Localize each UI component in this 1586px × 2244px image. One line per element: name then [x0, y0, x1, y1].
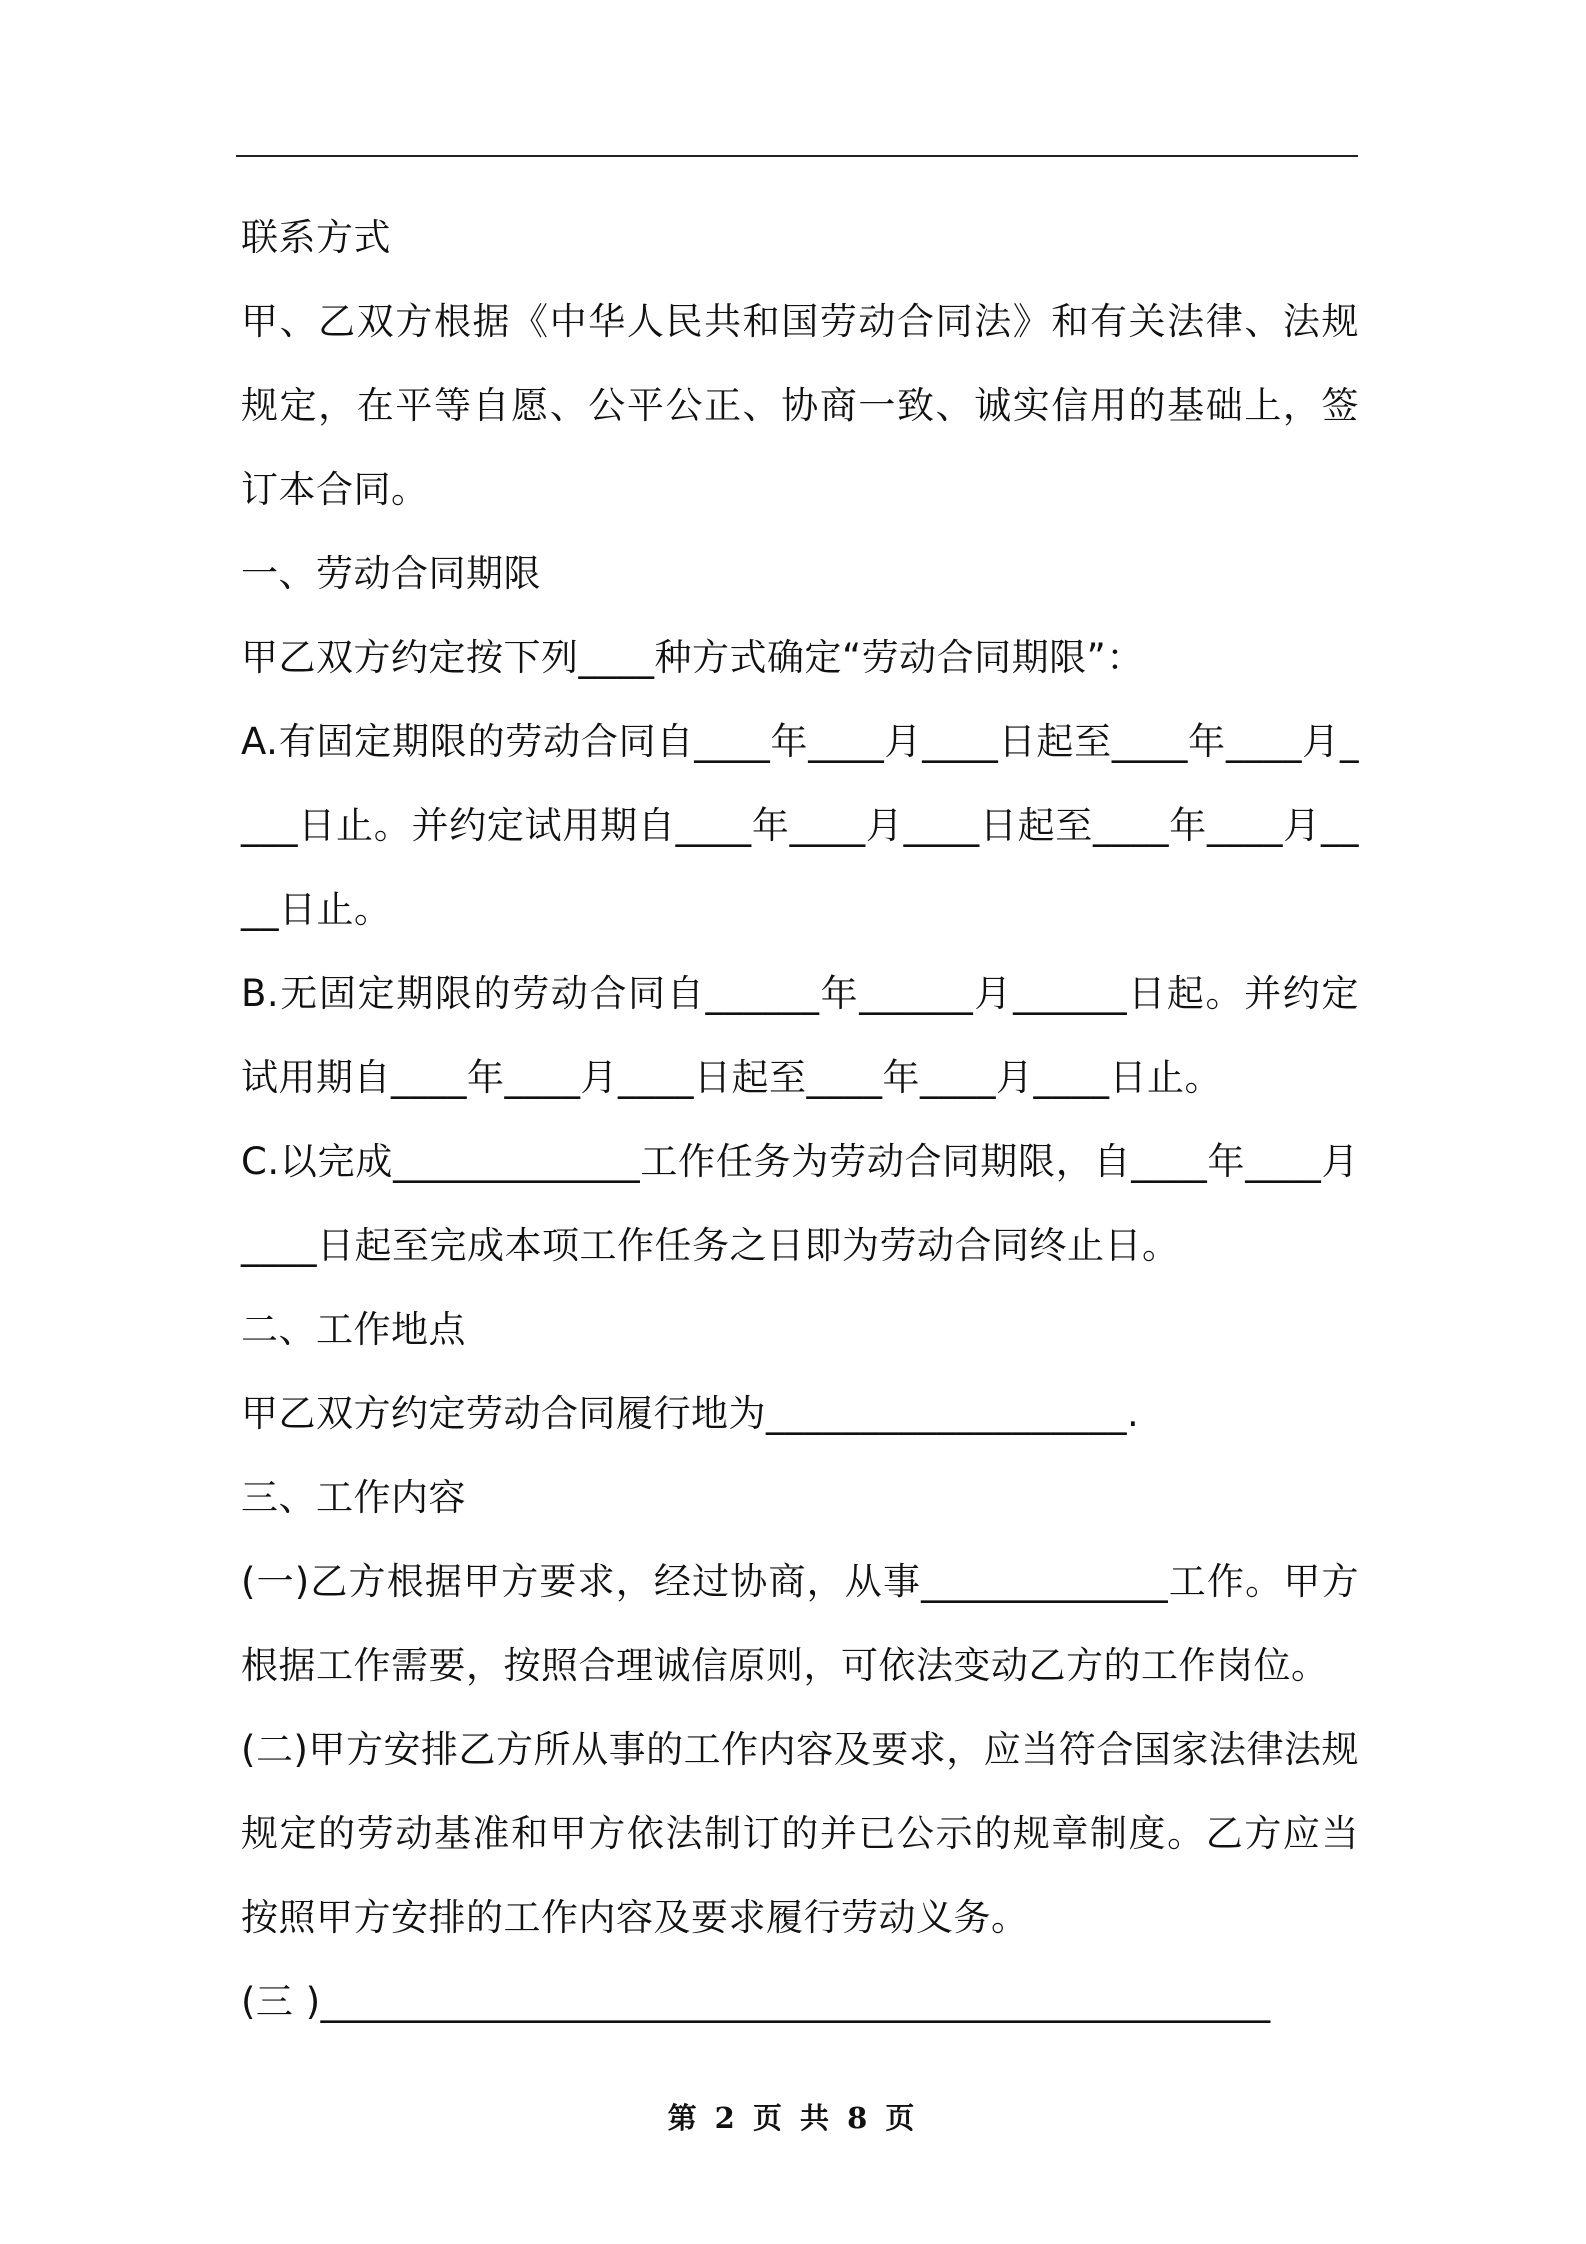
section-heading-work-location: 二、工作地点: [241, 1308, 466, 1351]
work-content-clause-3: (三 )__________________________________________________: [241, 1980, 1271, 2023]
contract-term-intro: 甲乙双方约定按下列____种方式确定“劳动合同期限”：: [241, 636, 1144, 679]
work-content-clause-2: (二)甲方安排乙方所从事的工作内容及要求，应当符合国家法律法规规定的劳动基准和甲方依法制订的并已公示的规章制度。乙方应当按照甲方安排的工作内容及要求履行劳动义务。: [241, 1728, 1359, 1939]
option-c-task-based: C.以完成_____________工作任务为劳动合同期限，自____年____月____日起至完成本项工作任务之日即为劳动合同终止日。: [241, 1140, 1359, 1267]
document-body: [241, 196, 1359, 2044]
option-a-fixed-term: A.有固定期限的劳动合同自____年____月____日起至____年____月____日止。并约定试用期自____年____月____日起至____年____月____日止。: [241, 720, 1359, 931]
work-location-clause: 甲乙双方约定劳动合同履行地为___________________.: [241, 1392, 1140, 1435]
work-content-clause-1: (一)乙方根据甲方要求，经过协商，从事_____________工作。甲方根据工作需要，按照合理诚信原则，可依法变动乙方的工作岗位。: [241, 1560, 1359, 1687]
section-heading-contract-term: 一、劳动合同期限: [241, 552, 541, 595]
option-b-open-ended: B.无固定期限的劳动合同自______年______月______日起。并约定试用期自____年____月____日起至____年____月____日止。: [241, 972, 1359, 1099]
preamble-paragraph: 甲、乙双方根据《中华人民共和国劳动合同法》和有关法律、法规规定，在平等自愿、公平公正、协商一致、诚实信用的基础上，签订本合同。: [241, 300, 1359, 511]
page-number: 第 2 页 共 8 页: [667, 2101, 919, 2135]
contact-info-heading: 联系方式: [241, 216, 391, 259]
section-heading-work-content: 三、工作内容: [241, 1476, 466, 1519]
header-divider: [236, 155, 1358, 157]
